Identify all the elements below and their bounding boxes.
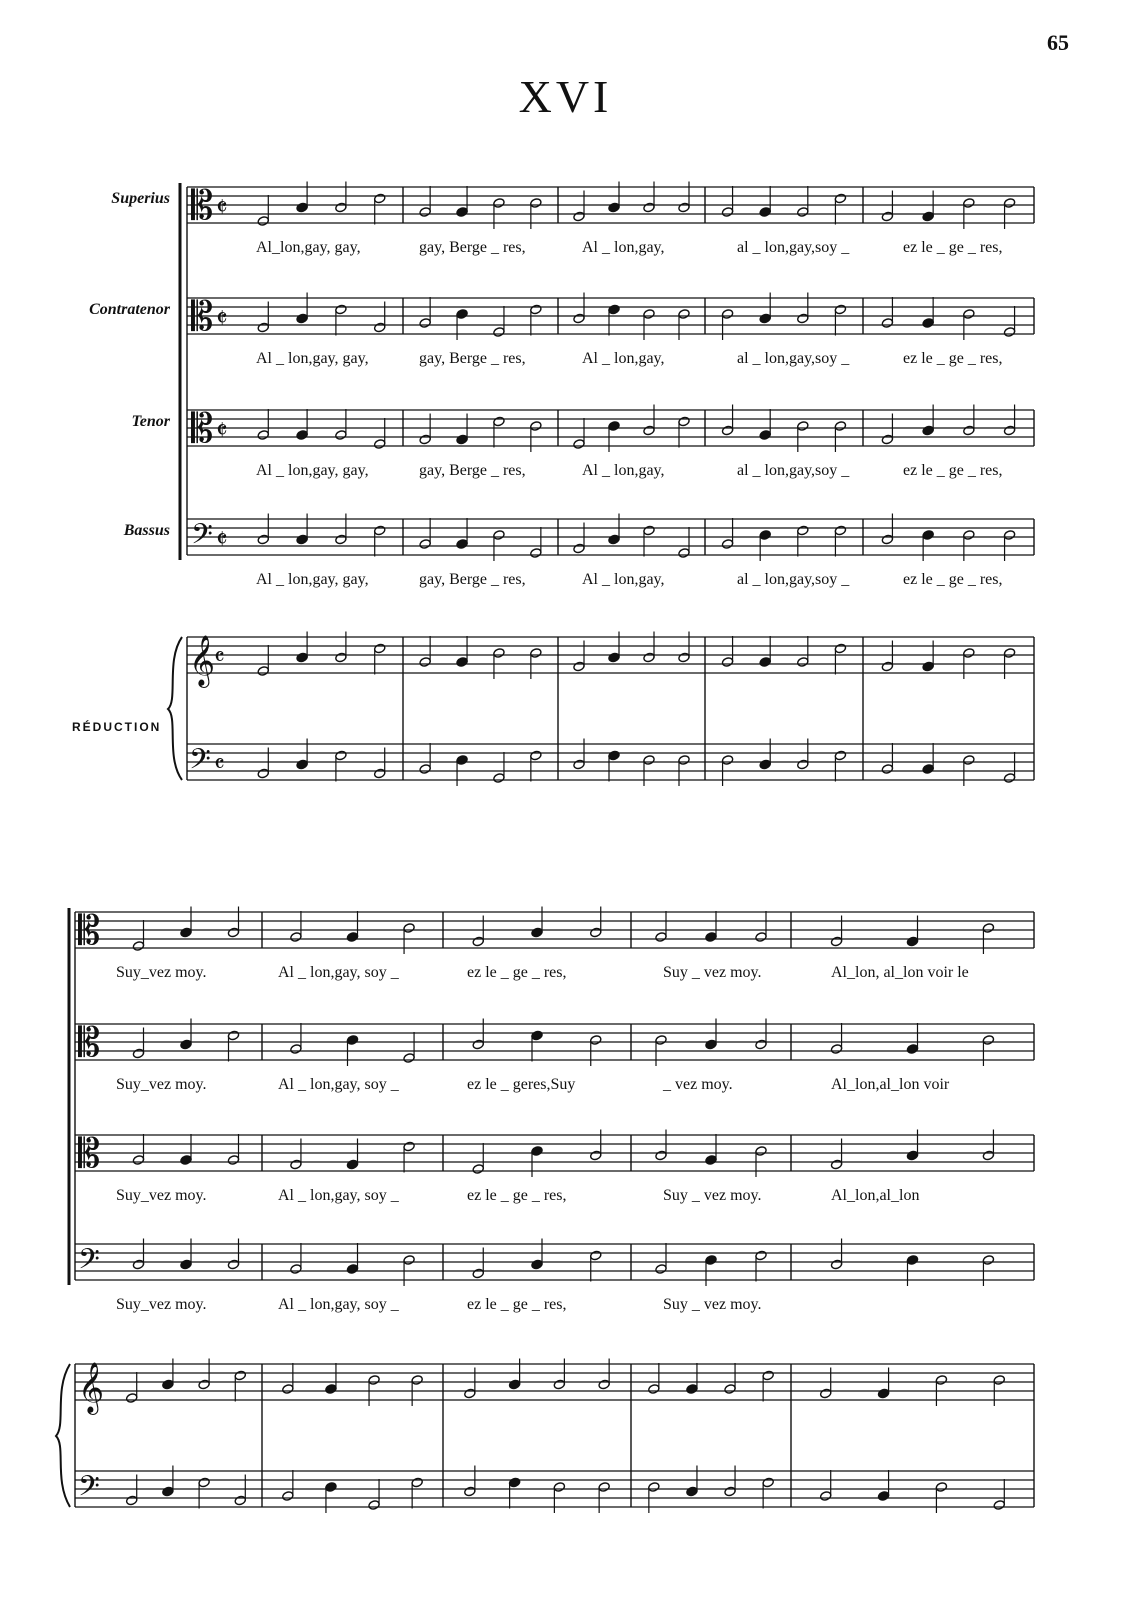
bass-clef-icon: 𝄢	[191, 518, 213, 558]
note-head	[797, 207, 809, 218]
note-head	[1003, 425, 1015, 436]
note-head	[922, 530, 934, 541]
note-head	[456, 657, 468, 668]
note-head	[290, 932, 302, 943]
note-head	[590, 927, 602, 938]
note-head	[530, 198, 542, 209]
lyric-fragment: ez le _ ge _ res,	[467, 1187, 567, 1204]
note-head	[198, 1379, 210, 1390]
note-head	[755, 932, 767, 943]
note-head	[797, 657, 809, 668]
note-head	[180, 1155, 192, 1166]
note-head	[346, 1159, 358, 1170]
note-head	[705, 1039, 717, 1050]
lyric-fragment: Suy_vez moy.	[116, 1187, 207, 1204]
note-head	[590, 1150, 602, 1161]
note-head	[906, 1044, 918, 1055]
note-head	[643, 525, 655, 536]
note-head	[643, 652, 655, 663]
note-head	[419, 207, 431, 218]
note-head	[655, 1035, 667, 1046]
note-head	[648, 1384, 660, 1395]
note-head	[590, 1035, 602, 1046]
note-head	[705, 932, 717, 943]
note-head	[180, 1259, 192, 1270]
note-head	[374, 643, 386, 654]
note-head	[834, 421, 846, 432]
note-head	[456, 309, 468, 320]
note-head	[963, 530, 975, 541]
note-head	[963, 755, 975, 766]
bass-clef-icon: 𝄢	[78, 1243, 100, 1283]
note-head	[227, 927, 239, 938]
note-head	[877, 1388, 889, 1399]
note-head	[335, 202, 347, 213]
note-head	[643, 309, 655, 320]
cut-time-icon: 𝄵	[216, 304, 228, 334]
note-head	[472, 1039, 484, 1050]
note-head	[643, 202, 655, 213]
c-clef-icon: 𝄡	[78, 1020, 101, 1066]
note-head	[686, 1486, 698, 1497]
lyric-fragment: Suy _ vez moy.	[663, 964, 762, 981]
note-head	[993, 1500, 1005, 1511]
note-head	[608, 304, 620, 315]
note-head	[705, 1155, 717, 1166]
note-head	[290, 1264, 302, 1275]
note-head	[132, 1155, 144, 1166]
note-head	[374, 439, 386, 450]
note-head	[881, 764, 893, 775]
lyric-fragment: Al_lon, al_lon voir le	[831, 964, 969, 981]
note-head	[963, 309, 975, 320]
note-head	[227, 1259, 239, 1270]
lyric-fragment: ez le _ ge _ res,	[467, 964, 567, 981]
note-head	[721, 425, 733, 436]
note-head	[881, 661, 893, 672]
note-head	[721, 539, 733, 550]
note-head	[374, 525, 386, 536]
note-head	[1003, 327, 1015, 338]
note-head	[419, 539, 431, 550]
bass-clef-icon: 𝄢	[78, 1470, 100, 1510]
note-head	[553, 1482, 565, 1493]
note-head	[573, 211, 585, 222]
note-head	[755, 1250, 767, 1261]
note-head	[290, 1159, 302, 1170]
note-head	[419, 318, 431, 329]
note-head	[797, 525, 809, 536]
note-head	[257, 666, 269, 677]
note-head	[573, 661, 585, 672]
lyric-fragment: gay, Berge _ res,	[419, 350, 526, 367]
note-head	[403, 1141, 415, 1152]
note-head	[257, 216, 269, 227]
note-head	[598, 1482, 610, 1493]
note-head	[335, 534, 347, 545]
lyric-fragment: Al _ lon,gay, soy _	[278, 964, 399, 981]
note-head	[531, 1146, 543, 1157]
system1_lyrics-lyric-line	[248, 239, 1074, 257]
note-head	[411, 1375, 423, 1386]
lyric-fragment: ez le _ ge _ res,	[467, 1296, 567, 1313]
lyric-fragment: Al_lon,al_lon	[831, 1187, 920, 1204]
note-head	[608, 534, 620, 545]
note-head	[296, 652, 308, 663]
note-head	[935, 1482, 947, 1493]
note-head	[906, 1150, 918, 1161]
note-head	[643, 755, 655, 766]
note-head	[573, 543, 585, 554]
note-head	[922, 211, 934, 222]
note-head	[234, 1495, 246, 1506]
note-head	[797, 759, 809, 770]
note-head	[881, 434, 893, 445]
note-head	[573, 313, 585, 324]
note-head	[678, 652, 690, 663]
note-head	[834, 750, 846, 761]
note-head	[982, 1035, 994, 1046]
lyric-fragment: Suy _ vez moy.	[663, 1296, 762, 1313]
note-head	[493, 198, 505, 209]
note-head	[419, 764, 431, 775]
reduction-label: RÉDUCTION	[72, 720, 162, 734]
note-head	[573, 759, 585, 770]
lyric-fragment: gay, Berge _ res,	[419, 239, 526, 256]
lyric-fragment: Suy_vez moy.	[116, 1296, 207, 1313]
lyric-fragment: al _ lon,gay,soy _	[737, 350, 850, 367]
voice-name-superius: Superius	[111, 190, 170, 207]
note-head	[464, 1486, 476, 1497]
note-head	[655, 1150, 667, 1161]
lyric-fragment: Al _ lon,gay,	[582, 462, 665, 479]
note-head	[456, 207, 468, 218]
note-head	[456, 539, 468, 550]
note-head	[922, 425, 934, 436]
note-head	[282, 1384, 294, 1395]
bass-clef-icon: 𝄢	[189, 743, 211, 783]
note-head	[1003, 198, 1015, 209]
note-head	[374, 193, 386, 204]
note-head	[881, 318, 893, 329]
note-head	[906, 936, 918, 947]
note-head	[162, 1379, 174, 1390]
note-head	[530, 648, 542, 659]
note-head	[553, 1379, 565, 1390]
note-head	[296, 534, 308, 545]
treble-clef-icon: 𝄞	[189, 635, 216, 686]
cut-time-icon: 𝄵	[216, 416, 228, 446]
note-head	[678, 202, 690, 213]
note-head	[755, 1039, 767, 1050]
cut-time-icon: 𝄵	[216, 525, 228, 555]
note-head	[830, 936, 842, 947]
note-head	[227, 1155, 239, 1166]
lyric-fragment: Suy_vez moy.	[116, 964, 207, 981]
note-head	[1003, 773, 1015, 784]
note-head	[346, 932, 358, 943]
note-head	[830, 1159, 842, 1170]
c-clef-icon: 𝄡	[191, 183, 214, 229]
note-head	[227, 1030, 239, 1041]
note-head	[1003, 530, 1015, 541]
piece-title: XVI	[518, 71, 613, 122]
system2_lyrics-lyric-line	[108, 1187, 1074, 1205]
note-head	[573, 439, 585, 450]
system1_lyrics-lyric-line	[248, 571, 1074, 589]
note-head	[335, 750, 347, 761]
note-head	[411, 1477, 423, 1488]
lyric-fragment: Al _ lon,gay,	[582, 350, 665, 367]
note-head	[296, 430, 308, 441]
note-head	[678, 309, 690, 320]
note-head	[678, 416, 690, 427]
lyric-fragment: Al _ lon,gay, gay,	[256, 350, 369, 367]
note-head	[403, 1053, 415, 1064]
note-head	[325, 1384, 337, 1395]
note-head	[762, 1370, 774, 1381]
reduction-brace	[56, 1364, 70, 1507]
note-head	[922, 764, 934, 775]
note-head	[456, 755, 468, 766]
note-head	[530, 548, 542, 559]
note-head	[374, 322, 386, 333]
note-head	[132, 941, 144, 952]
note-head	[755, 1146, 767, 1157]
lyric-fragment: Suy _ vez moy.	[663, 1187, 762, 1204]
note-head	[403, 1255, 415, 1266]
system1_lyrics-lyric-line	[248, 350, 1074, 368]
note-head	[335, 652, 347, 663]
lyric-fragment: ez le _ geres,Suy	[467, 1076, 576, 1093]
cut-time-icon: 𝄵	[216, 193, 228, 223]
note-head	[834, 525, 846, 536]
note-head	[820, 1388, 832, 1399]
lyric-fragment: al _ lon,gay,soy _	[737, 571, 850, 588]
note-head	[922, 661, 934, 672]
lyric-fragment: Al _ lon,gay, gay,	[256, 462, 369, 479]
note-head	[530, 750, 542, 761]
lyric-fragment: al _ lon,gay,soy _	[737, 239, 850, 256]
note-head	[493, 530, 505, 541]
note-head	[686, 1384, 698, 1395]
system2_lyrics-lyric-line	[108, 1076, 1074, 1094]
note-head	[963, 648, 975, 659]
note-head	[759, 430, 771, 441]
note-head	[759, 207, 771, 218]
note-head	[472, 1268, 484, 1279]
lyric-fragment	[823, 1296, 1068, 1314]
c-clef-icon: 𝄡	[78, 908, 101, 954]
note-head	[590, 1250, 602, 1261]
note-head	[759, 530, 771, 541]
note-head	[762, 1477, 774, 1488]
note-head	[346, 1264, 358, 1275]
note-head	[982, 923, 994, 934]
note-head	[530, 304, 542, 315]
note-head	[126, 1495, 138, 1506]
note-head	[834, 643, 846, 654]
note-head	[797, 421, 809, 432]
note-head	[456, 434, 468, 445]
note-head	[963, 198, 975, 209]
note-head	[234, 1370, 246, 1381]
note-head	[257, 430, 269, 441]
note-head	[493, 648, 505, 659]
lyric-fragment: ez le _ ge _ res,	[903, 571, 1003, 588]
common-time-icon: 𝄴	[214, 643, 225, 671]
note-head	[881, 534, 893, 545]
lyric-fragment: Al _ lon,gay, soy _	[278, 1296, 399, 1313]
lyric-fragment: Al _ lon,gay,	[582, 571, 665, 588]
note-head	[508, 1477, 520, 1488]
note-head	[759, 657, 771, 668]
note-head	[132, 1259, 144, 1270]
c-clef-icon: 𝄡	[191, 294, 214, 340]
voice-name-contratenor: Contratenor	[89, 301, 170, 318]
lyric-fragment: Suy_vez moy.	[116, 1076, 207, 1093]
note-head	[419, 434, 431, 445]
note-head	[721, 755, 733, 766]
note-head	[290, 1044, 302, 1055]
note-head	[655, 932, 667, 943]
note-head	[180, 927, 192, 938]
note-head	[608, 652, 620, 663]
note-head	[608, 421, 620, 432]
note-head	[830, 1044, 842, 1055]
note-head	[282, 1491, 294, 1502]
lyric-fragment: gay, Berge _ res,	[419, 462, 526, 479]
lyric-fragment: gay, Berge _ res,	[419, 571, 526, 588]
note-head	[531, 1030, 543, 1041]
lyric-fragment: Al _ lon,gay, soy _	[278, 1076, 399, 1093]
note-head	[508, 1379, 520, 1390]
note-head	[493, 416, 505, 427]
note-head	[834, 193, 846, 204]
note-head	[296, 313, 308, 324]
note-head	[724, 1486, 736, 1497]
voice-name-bassus: Bassus	[123, 522, 170, 539]
note-head	[721, 207, 733, 218]
note-head	[1003, 648, 1015, 659]
note-head	[257, 322, 269, 333]
note-head	[368, 1500, 380, 1511]
note-head	[721, 657, 733, 668]
page-number: 65	[1047, 30, 1069, 55]
note-head	[963, 425, 975, 436]
lyric-fragment: ez le _ ge _ res,	[903, 462, 1003, 479]
note-head	[403, 923, 415, 934]
note-head	[797, 313, 809, 324]
note-head	[296, 759, 308, 770]
note-head	[472, 936, 484, 947]
note-head	[198, 1477, 210, 1488]
note-head	[530, 421, 542, 432]
note-head	[678, 755, 690, 766]
note-head	[935, 1375, 947, 1386]
note-head	[472, 1164, 484, 1175]
note-head	[608, 202, 620, 213]
note-head	[759, 313, 771, 324]
note-head	[705, 1255, 717, 1266]
note-head	[325, 1482, 337, 1493]
note-head	[721, 309, 733, 320]
note-head	[724, 1384, 736, 1395]
note-head	[464, 1388, 476, 1399]
common-time-icon: 𝄴	[214, 750, 225, 778]
lyric-fragment: _ vez moy.	[663, 1076, 733, 1093]
c-clef-icon: 𝄡	[191, 406, 214, 452]
note-head	[162, 1486, 174, 1497]
note-head	[655, 1264, 667, 1275]
note-head	[346, 1035, 358, 1046]
c-clef-icon: 𝄡	[78, 1131, 101, 1177]
note-head	[374, 768, 386, 779]
system1_lyrics-lyric-line	[248, 462, 1074, 480]
note-head	[180, 1039, 192, 1050]
lyric-fragment: Al _ lon,gay, gay,	[256, 571, 369, 588]
note-head	[877, 1491, 889, 1502]
note-head	[296, 202, 308, 213]
note-head	[419, 657, 431, 668]
note-head	[335, 430, 347, 441]
note-head	[531, 927, 543, 938]
lyric-fragment: Al _ lon,gay,	[582, 239, 665, 256]
system2_lyrics-lyric-line	[108, 964, 1074, 982]
lyric-fragment: ez le _ ge _ res,	[903, 239, 1003, 256]
note-head	[922, 318, 934, 329]
system2_lyrics-lyric-line	[108, 1296, 1074, 1314]
note-head	[132, 1048, 144, 1059]
note-head	[493, 773, 505, 784]
note-head	[982, 1150, 994, 1161]
lyric-fragment: ez le _ ge _ res,	[903, 350, 1003, 367]
note-head	[368, 1375, 380, 1386]
note-head	[834, 304, 846, 315]
lyric-fragment: Al _ lon,gay, soy _	[278, 1187, 399, 1204]
note-head	[257, 534, 269, 545]
note-head	[257, 768, 269, 779]
lyric-fragment: Al_lon,gay, gay,	[256, 239, 361, 256]
note-head	[830, 1259, 842, 1270]
note-head	[335, 304, 347, 315]
note-head	[531, 1259, 543, 1270]
note-head	[881, 211, 893, 222]
voice-name-tenor: Tenor	[131, 413, 170, 430]
note-head	[643, 425, 655, 436]
note-head	[648, 1482, 660, 1493]
note-head	[906, 1255, 918, 1266]
note-head	[608, 750, 620, 761]
note-head	[598, 1379, 610, 1390]
lyric-fragment: Al_lon,al_lon voir	[831, 1076, 950, 1093]
note-head	[820, 1491, 832, 1502]
note-head	[126, 1393, 138, 1404]
note-head	[982, 1255, 994, 1266]
treble-clef-icon: 𝄞	[78, 1362, 105, 1413]
lyric-fragment: al _ lon,gay,soy _	[737, 462, 850, 479]
note-head	[993, 1375, 1005, 1386]
note-head	[493, 327, 505, 338]
note-head	[759, 759, 771, 770]
reduction-brace	[168, 637, 182, 780]
note-head	[678, 548, 690, 559]
